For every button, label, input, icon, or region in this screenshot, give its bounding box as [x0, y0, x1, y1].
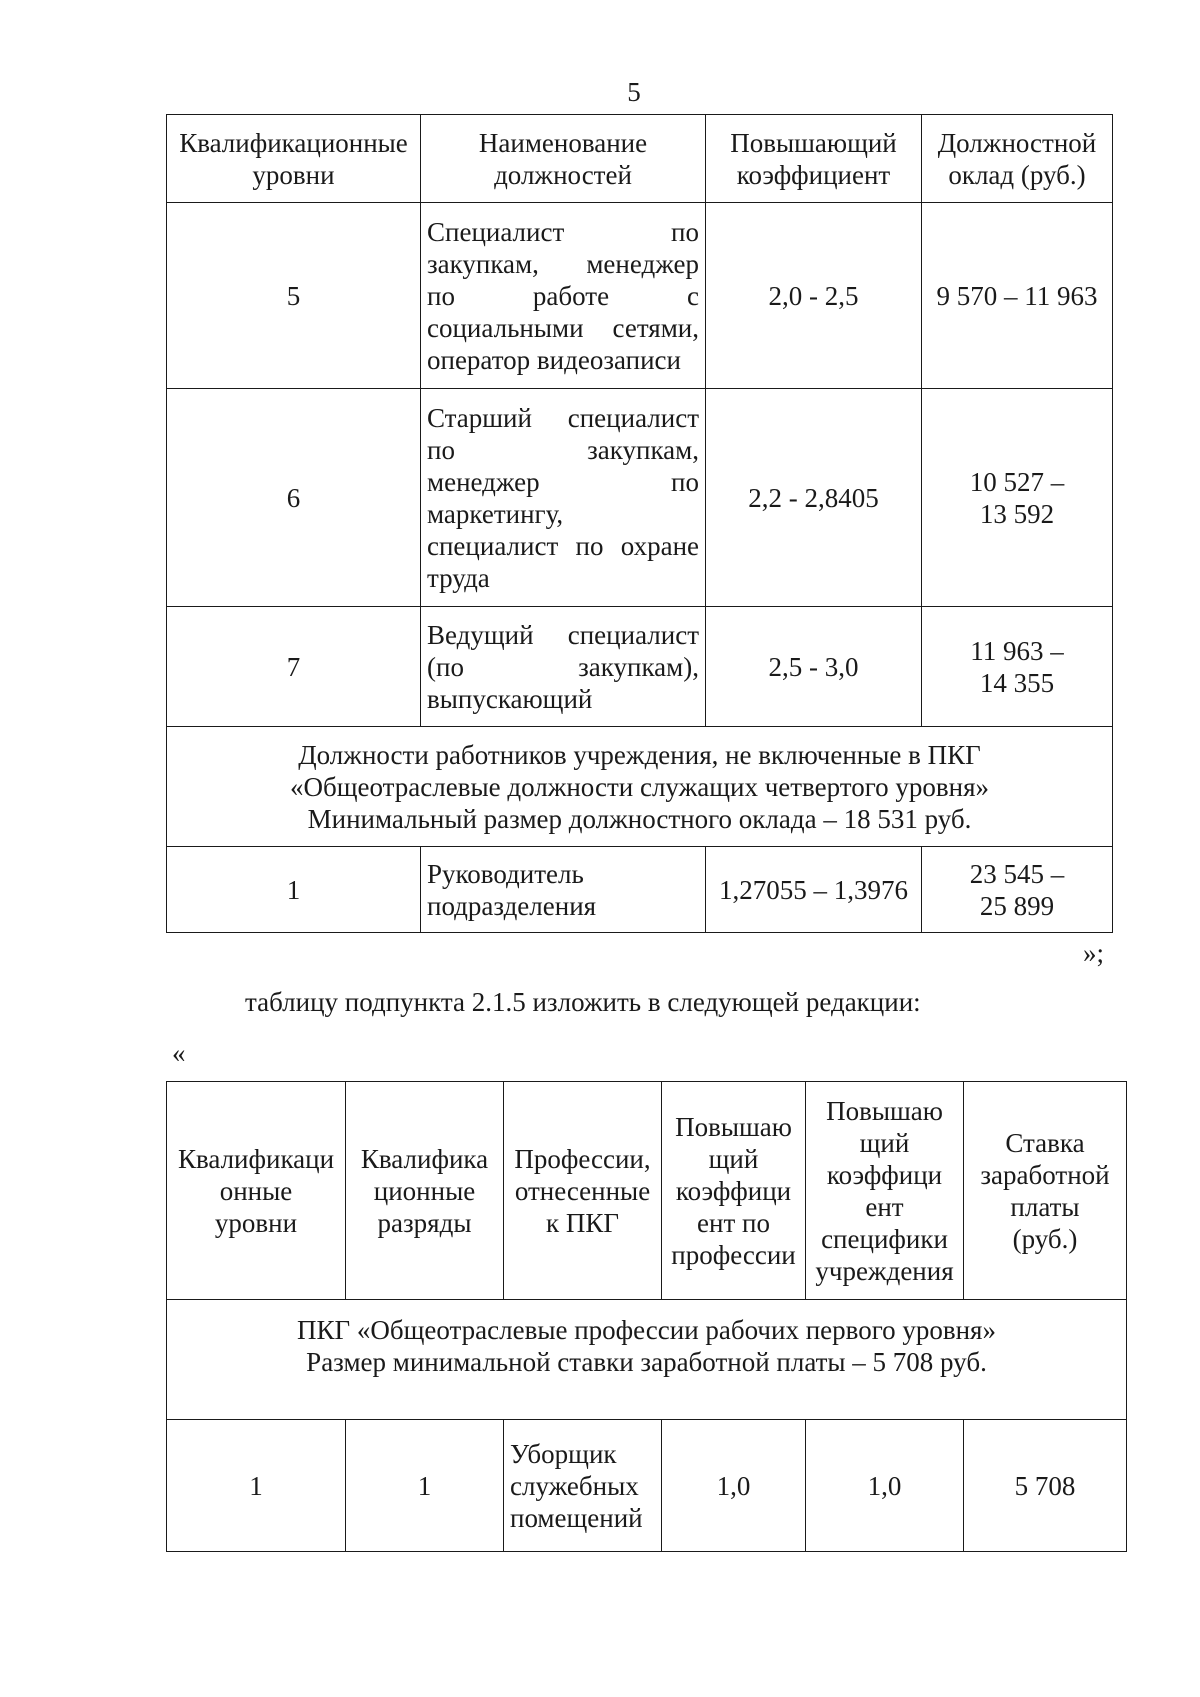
salary-cell: 11 963 – 14 355: [922, 607, 1113, 727]
position-cell: Старший специалист по закупкам, менеджер по маркетингу, специалист по охране труда: [421, 389, 706, 607]
closing-quote: »;: [1082, 938, 1104, 968]
level-cell: 5: [167, 203, 421, 389]
table-header-row: [167, 1082, 1127, 1300]
header-qualification-levels: Квалификационные уровни: [167, 115, 421, 203]
section-header-row: [167, 1300, 1127, 1420]
level-cell: 6: [167, 389, 421, 607]
salary-cell: 23 545 – 25 899: [922, 847, 1113, 933]
header-coefficient: Повышающий коэффициент: [706, 115, 922, 203]
institution-coefficient-cell: 1,0: [806, 1420, 964, 1552]
level-cell: 1: [167, 847, 421, 933]
table-row: [167, 203, 1113, 389]
position-cell: Специалист по закупкам, менеджер по работе с социальными сетями, оператор видеозаписи: [421, 203, 706, 389]
profession-coefficient-cell: 1,0: [662, 1420, 806, 1552]
salary-cell: 9 570 – 11 963: [922, 203, 1113, 389]
section-header-cell: Должности работников учреждения, не включенные в ПКГ «Общеотраслевые должности служащих четвертого уровня» Минимальный размер должностного оклада – 18 531 руб.: [167, 727, 1113, 847]
header-institution-coefficient: Повышаю щий коэффици ент специфики учреждения: [806, 1082, 964, 1300]
header-position-names: Наименование должностей: [421, 115, 706, 203]
header-professions: Профессии, отнесенные к ПКГ: [504, 1082, 662, 1300]
coefficient-cell: 2,0 - 2,5: [706, 203, 922, 389]
coefficient-cell: 1,27055 – 1,3976: [706, 847, 922, 933]
table-row: [167, 389, 1113, 607]
salary-table: [166, 114, 1113, 933]
opening-quote: «: [172, 1038, 186, 1068]
level-cell: 1: [167, 1420, 346, 1552]
position-cell: Руководитель подразделения: [421, 847, 706, 933]
coefficient-cell: 2,2 - 2,8405: [706, 389, 922, 607]
header-profession-coefficient: Повышаю щий коэффици ент по профессии: [662, 1082, 806, 1300]
position-cell: Ведущий специалист (по закупкам), выпускающий: [421, 607, 706, 727]
table-row: [167, 1420, 1127, 1552]
grade-cell: 1: [346, 1420, 504, 1552]
section-header-row: [167, 727, 1113, 847]
table-row: [167, 847, 1113, 933]
table-row: [167, 607, 1113, 727]
page-number: 5: [627, 77, 641, 107]
coefficient-cell: 2,5 - 3,0: [706, 607, 922, 727]
wage-rate-cell: 5 708: [964, 1420, 1127, 1552]
table-header-row: [167, 115, 1113, 203]
wage-rate-table: [166, 1081, 1127, 1552]
header-salary: Должностной оклад (руб.): [922, 115, 1113, 203]
profession-cell: Уборщик служебных помещений: [504, 1420, 662, 1552]
header-wage-rate: Ставка заработной платы (руб.): [964, 1082, 1127, 1300]
header-qualification-grades: Квалифика ционные разряды: [346, 1082, 504, 1300]
header-qualification-levels: Квалификаци онные уровни: [167, 1082, 346, 1300]
section-header-cell: ПКГ «Общеотраслевые профессии рабочих первого уровня» Размер минимальной ставки заработной платы – 5 708 руб.: [167, 1300, 1127, 1420]
salary-cell: 10 527 – 13 592: [922, 389, 1113, 607]
instruction-paragraph: таблицу подпункта 2.1.5 изложить в следующей редакции:: [245, 987, 921, 1017]
level-cell: 7: [167, 607, 421, 727]
